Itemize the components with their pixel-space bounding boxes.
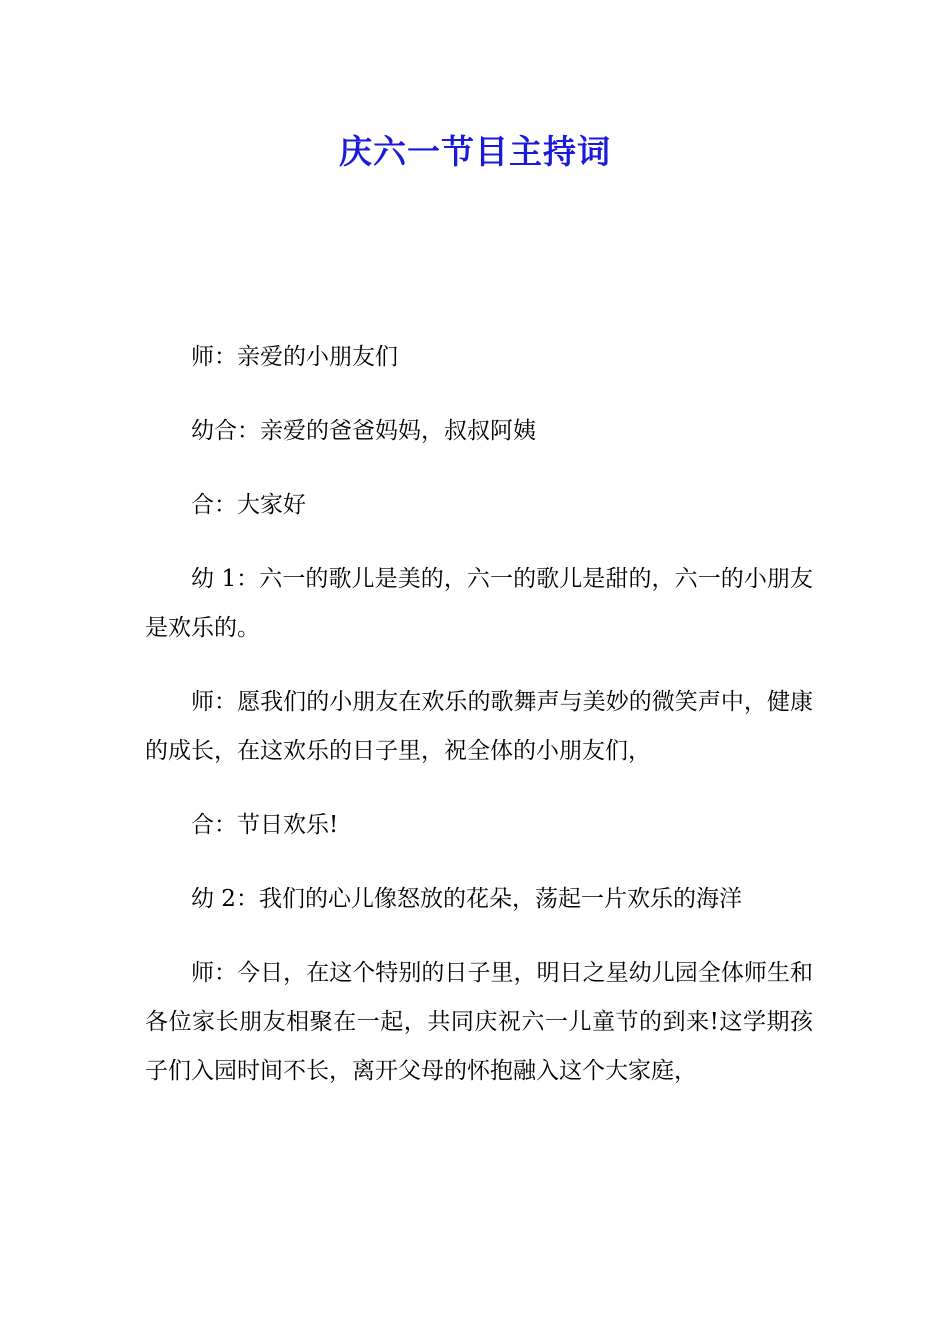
document-body — [145, 333, 813, 1121]
paragraph: 合：大家好 — [191, 492, 306, 518]
paragraph: 师：愿我们的小朋友在欢乐的歌舞声与美妙的微笑声中，健康的成长，在这欢乐的日子里，祝全体的小朋友们， — [145, 689, 813, 764]
paragraph: 幼 1：六一的歌儿是美的，六一的歌儿是甜的，六一的小朋友是欢乐的。 — [145, 566, 813, 641]
document-title: 庆六一节目主持词 — [339, 132, 611, 171]
paragraph: 幼合：亲爱的爸爸妈妈，叔叔阿姨 — [191, 418, 536, 444]
paragraph: 合：节日欢乐! — [191, 812, 339, 838]
paragraph: 师：亲爱的小朋友们 — [191, 344, 398, 370]
paragraph: 师：今日，在这个特别的日子里，明日之星幼儿园全体师生和各位家长朋友相聚在一起，共同庆祝六一儿童节的到来!这学期孩子们入园时间不长，离开父母的怀抱融入这个大家庭， — [145, 960, 813, 1084]
paragraph: 幼 2：我们的心儿像怒放的花朵，荡起一片欢乐的海洋 — [191, 886, 742, 912]
